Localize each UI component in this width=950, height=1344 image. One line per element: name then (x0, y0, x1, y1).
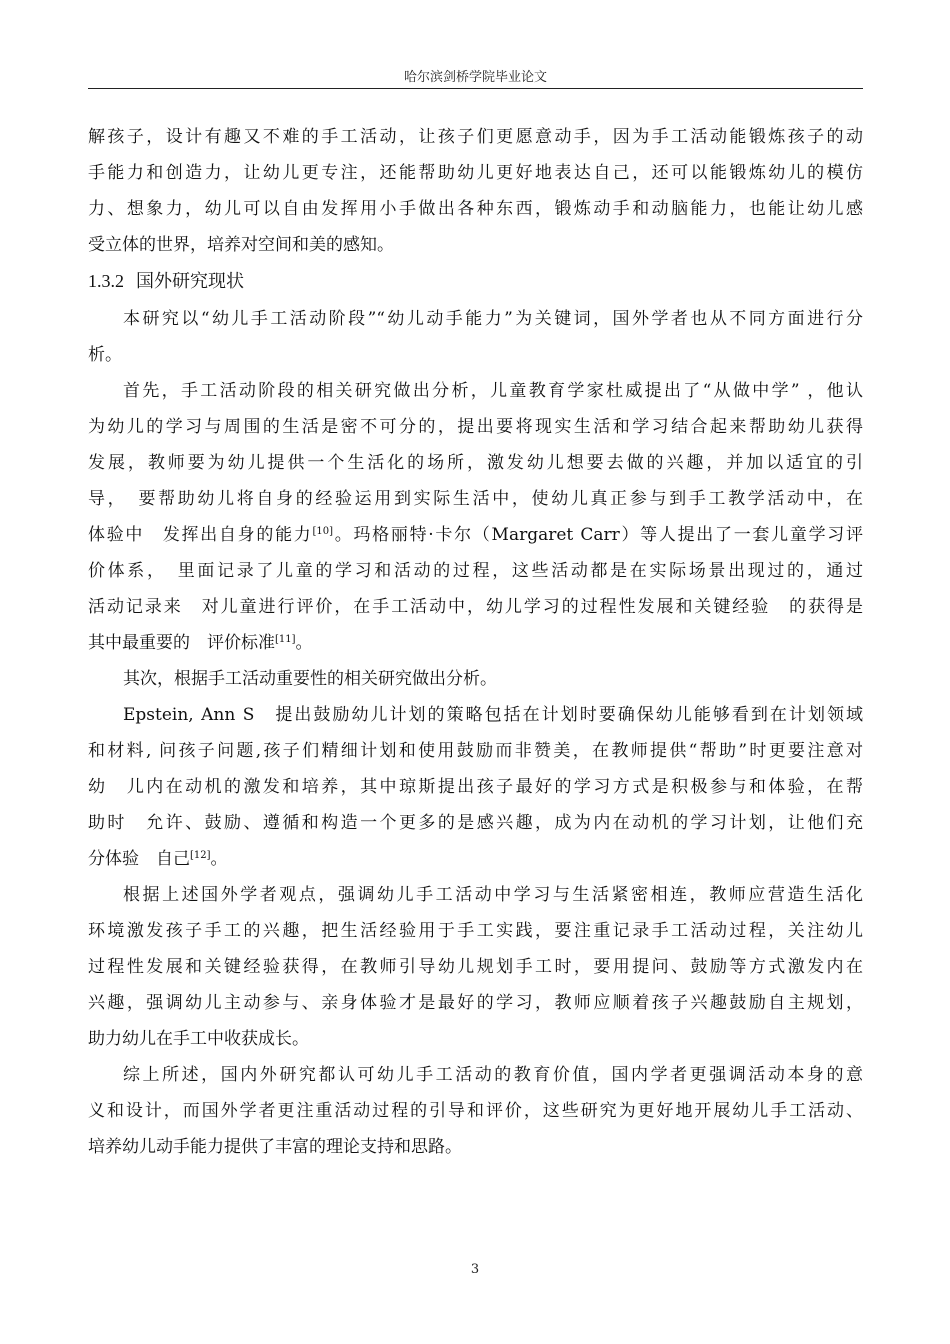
text-fragment: 其中最重要的 评价标准 (88, 633, 275, 653)
text-line-with-citation (88, 843, 863, 879)
text-line: 发展，教师要为幼儿提供一个生活化的场所，激发幼儿想要去做的兴趣，并加以适宜的引 (88, 453, 863, 473)
paragraph-intro (88, 303, 863, 375)
paragraph-first (88, 375, 863, 663)
text-line: 幼 儿内在动机的激发和培养，其中琼斯提出孩子最好的学习方式是积极参与和体验，在帮 (88, 777, 863, 797)
paragraph-summary (88, 879, 863, 1059)
text-line: 活动记录来 对儿童进行评价，在手工活动中，幼儿学习的过程性发展和关键经验 的获得是 (88, 597, 863, 617)
text-fragment: 。 (210, 849, 228, 869)
section-title: 国外研究现状 (136, 271, 244, 292)
text-line: 和材料, 问孩子问题,孩子们精细计划和使用鼓励而非赞美，在教师提供“帮助”时更要注意对 (88, 741, 863, 761)
text-line: 本研究以“幼儿手工活动阶段”“幼儿动手能力”为关键词，国外学者也从不同方面进行分 (123, 309, 863, 329)
text-line: 过程性发展和关键经验获得，在教师引导幼儿规划手工时，要用提问、鼓励等方式激发内在 (88, 957, 863, 977)
text-line: 环境激发孩子手工的兴趣，把生活经验用于手工实践，要注重记录手工活动过程，关注幼儿 (88, 921, 863, 941)
text-line: 培养幼儿动手能力提供了丰富的理论支持和思路。 (88, 1137, 462, 1157)
document-body (88, 121, 863, 1167)
text-line-with-citation (88, 627, 863, 663)
text-line: 首先，手工活动阶段的相关研究做出分析，儿童教育学家杜威提出了“从做中学” ，他认 (123, 381, 863, 401)
text-line: 其次，根据手工活动重要性的相关研究做出分析。 (123, 669, 497, 689)
section-number: 1.3.2 (88, 271, 124, 291)
text-line: 根据上述国外学者观点，强调幼儿手工活动中学习与生活紧密相连，教师应营造生活化 (123, 885, 863, 905)
text-line: 受立体的世界，培养对空间和美的感知。 (88, 235, 394, 255)
text-line: 助时 允许、鼓励、遵循和构造一个更多的是感兴趣，成为内在动机的学习计划，让他们充 (88, 813, 863, 833)
text-line: 综上所述，国内外研究都认可幼儿手工活动的教育价值，国内学者更强调活动本身的意 (123, 1065, 863, 1085)
text-fragment: 体验中 发挥出自身的能力 (88, 525, 313, 545)
text-line: Epstein, Ann S 提出鼓励幼儿计划的策略包括在计划时要确保幼儿能够看到在计划领域 (123, 705, 863, 725)
text-line: 手能力和创造力，让幼儿更专注，还能帮助幼儿更好地表达自己，还可以能锻炼幼儿的模仿 (88, 163, 863, 183)
paragraph-conclusion (88, 1059, 863, 1167)
text-line: 为幼儿的学习与周围的生活是密不可分的，提出要将现实生活和学习结合起来帮助幼儿获得 (88, 417, 863, 437)
text-fragment: 。 (295, 633, 313, 653)
page-header-title: 哈尔滨剑桥学院毕业论文 (403, 70, 547, 85)
text-line: 解孩子，设计有趣又不难的手工活动，让孩子们更愿意动手，因为手工活动能锻炼孩子的动 (88, 127, 863, 147)
paragraph-epstein (88, 699, 863, 879)
text-line: 价体系， 里面记录了儿童的学习和活动的过程，这些活动都是在实际场景出现过的，通过 (88, 561, 863, 581)
section-heading (88, 267, 863, 303)
text-line-with-citation (88, 519, 863, 555)
text-fragment: 分体验 自己 (88, 849, 190, 869)
text-line: 兴趣，强调幼儿主动参与、亲身体验才是最好的学习，教师应顺着孩子兴趣鼓励自主规划， (88, 993, 863, 1013)
paragraph-second (88, 663, 863, 699)
text-line: 力、想象力，幼儿可以自由发挥用小手做出各种东西，锻炼动手和动脑能力，也能让幼儿感 (88, 199, 863, 219)
text-line: 义和设计，而国外学者更注重活动过程的引导和评价，这些研究为更好地开展幼儿手工活动、 (88, 1101, 863, 1121)
text-line: 助力幼儿在手工中收获成长。 (88, 1029, 309, 1049)
page-number: 3 (470, 1262, 480, 1277)
text-line: 析。 (88, 345, 122, 365)
citation-ref: [12] (190, 850, 211, 861)
header-divider (88, 88, 863, 89)
citation-ref: [11] (275, 634, 296, 645)
citation-ref: [10] (312, 526, 334, 537)
paragraph-continued (88, 121, 863, 265)
text-line: 导， 要帮助幼儿将自身的经验运用到实际生活中，使幼儿真正参与到手工教学活动中，在 (88, 489, 863, 509)
text-fragment: 。玛格丽特·卡尔（Margaret Carr）等人提出了一套儿童学习评 (333, 525, 863, 545)
